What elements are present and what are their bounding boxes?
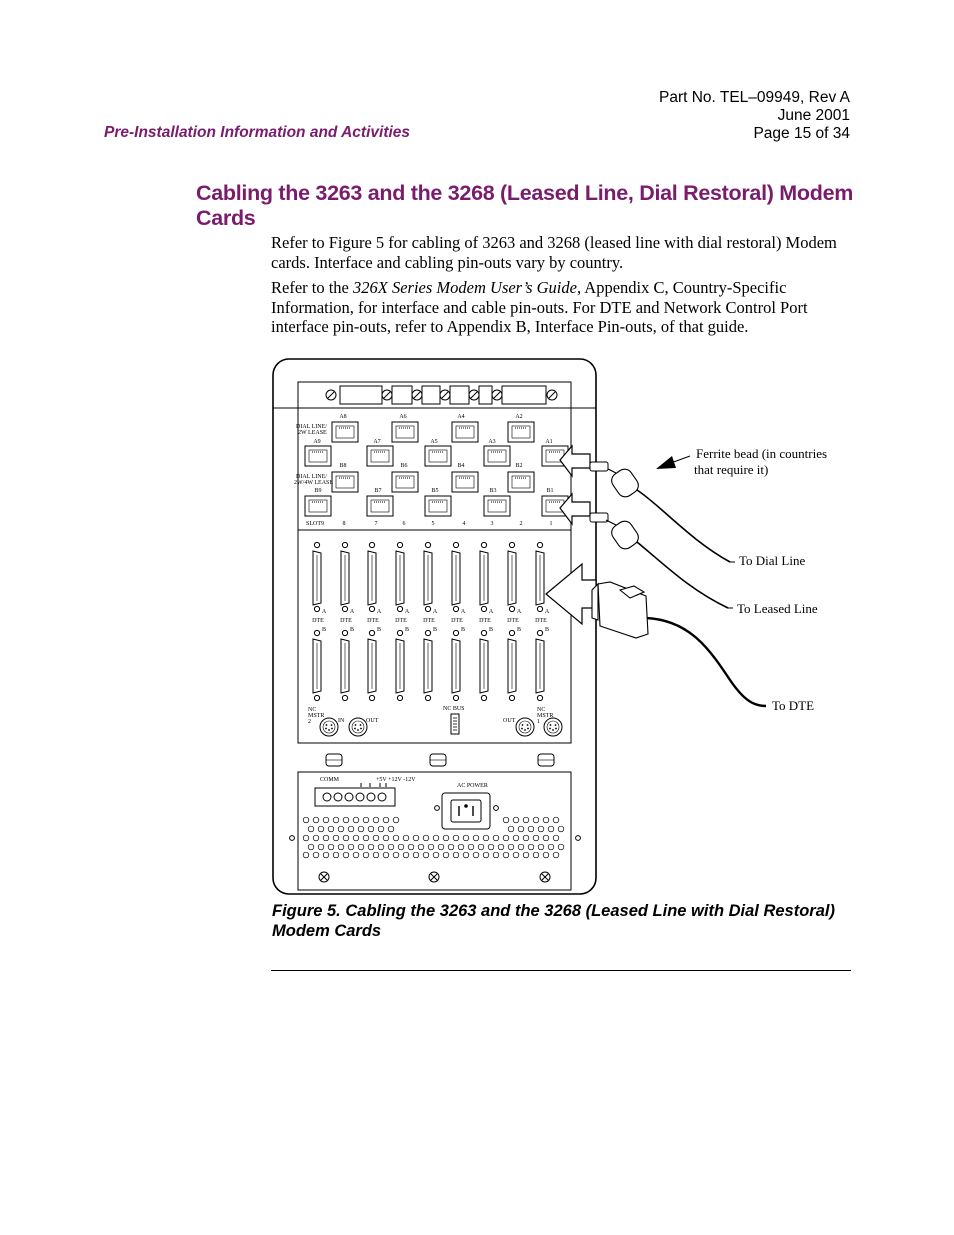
nc-label-right: NC bbox=[537, 707, 546, 713]
vent-hole bbox=[358, 844, 364, 850]
port-a-label: A bbox=[488, 609, 494, 615]
vent-hole bbox=[373, 817, 379, 823]
slot-number: 7 bbox=[374, 521, 378, 527]
vent-hole bbox=[383, 817, 389, 823]
vent-hole bbox=[448, 844, 454, 850]
vent-hole bbox=[423, 852, 429, 858]
top-bracket bbox=[479, 386, 492, 404]
jack-label-a: A1 bbox=[545, 439, 553, 445]
vent-hole bbox=[548, 826, 554, 832]
vent-hole bbox=[413, 835, 419, 841]
jack-label-b: B7 bbox=[374, 488, 382, 494]
vent-hole bbox=[533, 835, 539, 841]
lease-label-top: 2W LEASE bbox=[298, 430, 327, 436]
jack-label-b: B5 bbox=[431, 488, 439, 494]
port-b-label: B bbox=[321, 627, 327, 633]
nc-label-left: NC bbox=[308, 707, 317, 713]
vent-hole bbox=[373, 835, 379, 841]
port-b-label: B bbox=[516, 627, 522, 633]
vent-hole bbox=[388, 844, 394, 850]
vent-hole bbox=[523, 835, 529, 841]
dte-connector-panel bbox=[298, 530, 571, 743]
vent-hole bbox=[463, 852, 469, 858]
vent-hole bbox=[518, 844, 524, 850]
ferrite-callout-line1: Ferrite bead (in countries bbox=[696, 446, 828, 461]
screw bbox=[537, 606, 542, 611]
vent-hole bbox=[433, 835, 439, 841]
screw bbox=[342, 695, 347, 700]
vent-hole bbox=[473, 852, 479, 858]
vent-hole bbox=[353, 817, 359, 823]
screw bbox=[314, 630, 319, 635]
dte-label: DTE bbox=[423, 618, 435, 624]
vent-hole bbox=[463, 835, 469, 841]
port-b-label: B bbox=[544, 627, 550, 633]
vent-hole bbox=[533, 852, 539, 858]
section-header: Pre-Installation Information and Activities bbox=[104, 124, 411, 141]
slot-number: 4 bbox=[462, 521, 466, 527]
vent-hole bbox=[543, 852, 549, 858]
vent-hole bbox=[303, 852, 309, 858]
vent-hole bbox=[483, 835, 489, 841]
vent-hole bbox=[393, 852, 399, 858]
slot-number: 8 bbox=[342, 521, 346, 527]
vent-hole bbox=[383, 852, 389, 858]
page-header-right bbox=[659, 89, 850, 143]
port-a-label: A bbox=[376, 609, 382, 615]
vent-hole bbox=[533, 817, 539, 823]
screw bbox=[369, 630, 374, 635]
vent-hole bbox=[338, 844, 344, 850]
vent-hole bbox=[558, 844, 564, 850]
slot-number: 1 bbox=[549, 521, 553, 527]
dial-line-cable bbox=[637, 490, 730, 562]
port-a-label: A bbox=[460, 609, 466, 615]
port-a-label: A bbox=[349, 609, 355, 615]
screw bbox=[369, 606, 374, 611]
slot-number: 6 bbox=[402, 521, 406, 527]
jack-label-top: A8 bbox=[339, 414, 347, 420]
top-bracket bbox=[422, 386, 440, 404]
screw bbox=[509, 630, 514, 635]
vent-hole bbox=[528, 844, 534, 850]
vent-hole bbox=[378, 826, 384, 832]
port-a-label: A bbox=[321, 609, 327, 615]
jack-label-b-top: B8 bbox=[339, 463, 347, 469]
vent-hole bbox=[498, 844, 504, 850]
vent-hole bbox=[428, 844, 434, 850]
jack-label-b-top: B2 bbox=[515, 463, 523, 469]
vent-hole bbox=[543, 817, 549, 823]
vent-hole bbox=[353, 852, 359, 858]
side-hole bbox=[576, 836, 581, 841]
port-a-label: A bbox=[404, 609, 410, 615]
vent-hole bbox=[333, 835, 339, 841]
comm-pin bbox=[356, 793, 364, 801]
screw bbox=[481, 606, 486, 611]
vent-hole bbox=[478, 844, 484, 850]
dial-line-callout: To Dial Line bbox=[739, 553, 806, 568]
vent-hole bbox=[343, 817, 349, 823]
vent-hole bbox=[488, 844, 494, 850]
jack-label-top: A4 bbox=[457, 414, 465, 420]
jack-label-b-top: B6 bbox=[400, 463, 408, 469]
vent-hole bbox=[313, 817, 319, 823]
vent-hole bbox=[403, 835, 409, 841]
screw bbox=[481, 542, 486, 547]
vent-hole bbox=[308, 826, 314, 832]
vent-hole bbox=[343, 852, 349, 858]
screw bbox=[397, 695, 402, 700]
vent-hole bbox=[343, 835, 349, 841]
vent-hole bbox=[528, 826, 534, 832]
section-title: Cabling the 3263 and the 3268 (Leased Line, Dial Restoral) Modem Cards bbox=[196, 181, 854, 230]
dte-label: DTE bbox=[312, 618, 324, 624]
vent-hole bbox=[423, 835, 429, 841]
screw bbox=[314, 542, 319, 547]
screw bbox=[425, 542, 430, 547]
vent-hole bbox=[493, 835, 499, 841]
in-label: IN bbox=[338, 718, 345, 724]
screw bbox=[314, 606, 319, 611]
screw bbox=[537, 542, 542, 547]
vent-hole bbox=[338, 826, 344, 832]
comm-pin bbox=[323, 793, 331, 801]
vent-hole bbox=[503, 852, 509, 858]
comm-pin bbox=[345, 793, 353, 801]
vent-hole bbox=[513, 852, 519, 858]
vent-hole bbox=[318, 844, 324, 850]
dte-label: DTE bbox=[451, 618, 463, 624]
out-label: OUT bbox=[366, 718, 379, 724]
slot-number: 5 bbox=[431, 521, 435, 527]
top-bracket bbox=[450, 386, 469, 404]
dte-label: DTE bbox=[507, 618, 519, 624]
vent-hole bbox=[518, 826, 524, 832]
vent-hole bbox=[548, 844, 554, 850]
screw bbox=[397, 542, 402, 547]
comm-label: COMM bbox=[320, 777, 340, 783]
vent-hole bbox=[323, 817, 329, 823]
vent-hole bbox=[413, 852, 419, 858]
vent-hole bbox=[553, 817, 559, 823]
vent-hole bbox=[348, 826, 354, 832]
nc-bus-label: NC BUS bbox=[443, 706, 465, 712]
jack-label-top: A2 bbox=[515, 414, 523, 420]
vent-hole bbox=[368, 826, 374, 832]
jack-label-a: A5 bbox=[430, 439, 438, 445]
revision-date: June 2001 bbox=[777, 107, 850, 124]
vent-hole bbox=[473, 835, 479, 841]
screw bbox=[397, 630, 402, 635]
vent-hole bbox=[553, 835, 559, 841]
page-number: Page 15 of 34 bbox=[753, 125, 850, 142]
jack-label-a: A3 bbox=[488, 439, 496, 445]
screw bbox=[537, 695, 542, 700]
vent-hole bbox=[513, 835, 519, 841]
screw bbox=[453, 630, 458, 635]
chassis-diagram bbox=[0, 350, 954, 910]
dial-line-label-top: DIAL LINE/ bbox=[296, 424, 327, 430]
vent-hole bbox=[523, 817, 529, 823]
jack-label-a: A9 bbox=[313, 439, 321, 445]
vent-hole bbox=[313, 835, 319, 841]
mstr-label-left: MSTR bbox=[308, 713, 325, 719]
top-bracket bbox=[340, 386, 382, 404]
dte-cable bbox=[646, 618, 766, 706]
vent-hole bbox=[328, 826, 334, 832]
jack-label-a: A7 bbox=[373, 439, 381, 445]
screw bbox=[453, 606, 458, 611]
slot-number: 3 bbox=[490, 521, 494, 527]
vent-hole bbox=[523, 852, 529, 858]
vent-hole bbox=[418, 844, 424, 850]
vent-hole bbox=[468, 844, 474, 850]
screw bbox=[509, 542, 514, 547]
vent-hole bbox=[538, 844, 544, 850]
vent-hole bbox=[333, 817, 339, 823]
screw bbox=[342, 606, 347, 611]
jack-label-b: B3 bbox=[489, 488, 497, 494]
vent-hole bbox=[363, 835, 369, 841]
vent-hole bbox=[373, 852, 379, 858]
top-bracket bbox=[392, 386, 412, 404]
reference-suffix: , Appendix C, Country-Specific Information, for interface and cable pin-outs. For DTE and Network Control Port interface pin-outs, refer to Appendix B, Interface Pin-outs, of that guide. bbox=[271, 278, 808, 336]
reference-paragraph bbox=[271, 278, 851, 337]
screw bbox=[481, 695, 486, 700]
comm-pin bbox=[367, 793, 375, 801]
screw bbox=[425, 695, 430, 700]
vent-hole bbox=[543, 835, 549, 841]
screw bbox=[481, 630, 486, 635]
mstr-label-right: MSTR bbox=[537, 713, 554, 719]
vent-hole bbox=[363, 852, 369, 858]
screw bbox=[453, 542, 458, 547]
slot-label: SLOT9 bbox=[306, 521, 324, 527]
mstr-number-right: 1 bbox=[537, 719, 540, 725]
guide-title: 326X Series Modem User’s Guide bbox=[353, 278, 577, 297]
screw bbox=[425, 606, 430, 611]
vent-hole bbox=[403, 852, 409, 858]
figure-caption: Figure 5. Cabling the 3263 and the 3268 (Leased Line with Dial Restoral) Modem Cards bbox=[272, 902, 835, 940]
comm-pin bbox=[378, 793, 386, 801]
vent-hole bbox=[493, 852, 499, 858]
part-number: Part No. TEL–09949, Rev A bbox=[659, 89, 850, 106]
screw bbox=[369, 542, 374, 547]
vent-hole bbox=[353, 835, 359, 841]
leased-line-callout: To Leased Line bbox=[737, 601, 818, 616]
vent-hole bbox=[558, 826, 564, 832]
screw bbox=[537, 630, 542, 635]
vent-hole bbox=[503, 835, 509, 841]
leased-line-plug bbox=[590, 513, 608, 522]
dte-plug bbox=[592, 582, 648, 638]
vent-hole bbox=[503, 817, 509, 823]
out-label-right: OUT bbox=[503, 718, 516, 724]
screw bbox=[342, 630, 347, 635]
port-b-label: B bbox=[432, 627, 438, 633]
vent-hole bbox=[393, 817, 399, 823]
vent-hole bbox=[313, 852, 319, 858]
vent-hole bbox=[388, 826, 394, 832]
ferrite-callout-line2: that require it) bbox=[694, 462, 769, 477]
slot-number: 2 bbox=[519, 521, 523, 527]
vent-hole bbox=[433, 852, 439, 858]
reference-prefix: Refer to the bbox=[271, 278, 354, 297]
ac-power-label: AC POWER bbox=[457, 783, 488, 789]
screw bbox=[342, 542, 347, 547]
vent-hole bbox=[408, 844, 414, 850]
section-divider bbox=[271, 970, 851, 971]
port-a-label: A bbox=[432, 609, 438, 615]
port-a-label: A bbox=[544, 609, 550, 615]
mstr-number-left: 2 bbox=[308, 719, 311, 725]
vent-hole bbox=[483, 852, 489, 858]
screw bbox=[314, 695, 319, 700]
port-b-label: B bbox=[349, 627, 355, 633]
vent-hole bbox=[453, 852, 459, 858]
vent-hole bbox=[538, 826, 544, 832]
vent-hole bbox=[323, 852, 329, 858]
top-bracket bbox=[502, 386, 546, 404]
vent-hole bbox=[513, 817, 519, 823]
vent-hole bbox=[363, 817, 369, 823]
vent-hole bbox=[308, 844, 314, 850]
vent-hole bbox=[553, 852, 559, 858]
port-a-label: A bbox=[516, 609, 522, 615]
port-b-label: B bbox=[376, 627, 382, 633]
screw bbox=[397, 606, 402, 611]
dial-line-plug bbox=[590, 462, 608, 471]
screw bbox=[509, 695, 514, 700]
dte-label: DTE bbox=[395, 618, 407, 624]
screw bbox=[425, 630, 430, 635]
jack-label-b: B1 bbox=[546, 488, 554, 494]
vent-hole bbox=[328, 844, 334, 850]
vent-hole bbox=[358, 826, 364, 832]
vent-hole bbox=[348, 844, 354, 850]
dte-label: DTE bbox=[479, 618, 491, 624]
comm-pin bbox=[334, 793, 342, 801]
jack-label-b: B9 bbox=[314, 488, 322, 494]
vent-hole bbox=[303, 835, 309, 841]
voltages-label: +5V +12V -12V bbox=[376, 777, 416, 783]
side-hole bbox=[290, 836, 295, 841]
figure-5-chassis-cabling bbox=[0, 350, 954, 910]
vent-hole bbox=[398, 844, 404, 850]
vent-hole bbox=[323, 835, 329, 841]
dte-label: DTE bbox=[340, 618, 352, 624]
vent-hole bbox=[383, 835, 389, 841]
screw bbox=[509, 606, 514, 611]
vent-hole bbox=[458, 844, 464, 850]
jack-label-b-top: B4 bbox=[457, 463, 465, 469]
vent-hole bbox=[368, 844, 374, 850]
port-b-label: B bbox=[488, 627, 494, 633]
vent-hole bbox=[438, 844, 444, 850]
vent-hole bbox=[508, 826, 514, 832]
vent-hole bbox=[378, 844, 384, 850]
dial-line-label-bottom: DIAL LINE/ bbox=[296, 474, 327, 480]
vent-hole bbox=[443, 852, 449, 858]
dte-label: DTE bbox=[367, 618, 379, 624]
lease-label-bottom: 2W/4W LEASE bbox=[294, 480, 334, 486]
dte-label: DTE bbox=[535, 618, 547, 624]
screw bbox=[453, 695, 458, 700]
vent-hole bbox=[333, 852, 339, 858]
vent-hole bbox=[318, 826, 324, 832]
vent-hole bbox=[443, 835, 449, 841]
port-b-label: B bbox=[460, 627, 466, 633]
screw bbox=[369, 695, 374, 700]
ferrite-callout-arrow bbox=[656, 456, 676, 469]
intro-paragraph: Refer to Figure 5 for cabling of 3263 and 3268 (leased line with dial restoral) Modem cards. Interface and cabling pin-outs vary by country. bbox=[271, 233, 837, 272]
vent-hole bbox=[508, 844, 514, 850]
vent-hole bbox=[303, 817, 309, 823]
vent-hole bbox=[453, 835, 459, 841]
port-b-label: B bbox=[404, 627, 410, 633]
vent-hole bbox=[393, 835, 399, 841]
jack-label-top: A6 bbox=[399, 414, 407, 420]
dte-callout: To DTE bbox=[772, 698, 815, 713]
